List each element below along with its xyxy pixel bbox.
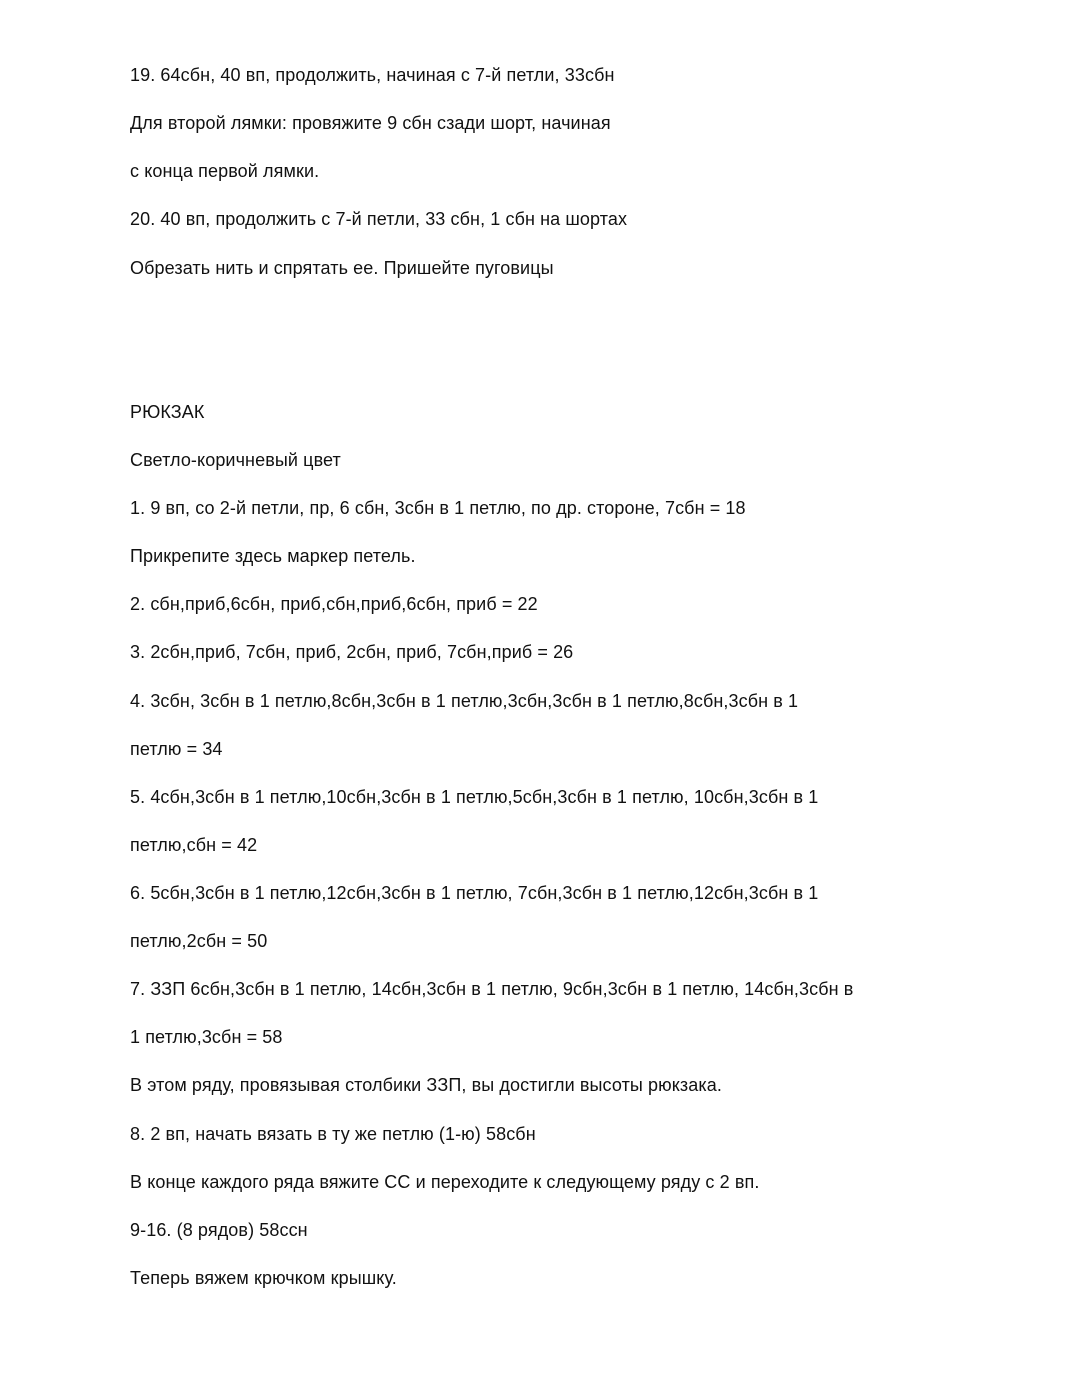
text-line-row-7: 7. ЗЗП 6сбн,3сбн в 1 петлю, 14сбн,3сбн в 1 петлю, 9сбн,3сбн в 1 петлю, 14сбн,3сбн в	[130, 979, 854, 999]
text-line-row-6: 6. 5сбн,3сбн в 1 петлю,12сбн,3сбн в 1 петлю, 7сбн,3сбн в 1 петлю,12сбн,3сбн в 1	[130, 883, 819, 903]
text-line-row-1: 1. 9 вп, со 2-й петли, пр, 6 сбн, 3сбн в 1 петлю, по др. стороне, 7сбн = 18	[130, 498, 746, 518]
text-line-row-5-cont: петлю,сбн = 42	[130, 835, 258, 855]
text-line-second-strap-end: с конца первой лямки.	[130, 161, 320, 181]
text-line-rows-9-16: 9-16. (8 рядов) 58ссн	[130, 1220, 308, 1240]
text-line-row-3: 3. 2сбн,приб, 7сбн, приб, 2сбн, приб, 7сбн,приб = 26	[130, 642, 574, 662]
text-line-row-6-cont: петлю,2сбн = 50	[130, 931, 268, 951]
text-line-row-5: 5. 4сбн,3сбн в 1 петлю,10сбн,3сбн в 1 петлю,5сбн,3сбн в 1 петлю, 10сбн,3сбн в 1	[130, 787, 819, 807]
text-line-row-4-cont: петлю = 34	[130, 739, 223, 759]
text-line-row-20: 20. 40 вп, продолжить с 7-й петли, 33 сбн, 1 сбн на шортах	[130, 209, 628, 229]
text-line-row-19: 19. 64сбн, 40 вп, продолжить, начиная с 7-й петли, 33сбн	[130, 65, 615, 85]
text-line-lid: Теперь вяжем крючком крышку.	[130, 1268, 397, 1288]
text-line-row-2: 2. сбн,приб,6сбн, приб,сбн,приб,6сбн, приб = 22	[130, 594, 538, 614]
text-line-second-strap: Для второй лямки: провяжите 9 сбн сзади шорт, начиная	[130, 113, 611, 133]
text-line-finish: Обрезать нить и спрятать ее. Пришейте пуговицы	[130, 258, 554, 278]
text-line-row-8: 8. 2 вп, начать вязать в ту же петлю (1-ю) 58сбн	[130, 1124, 536, 1144]
text-line-marker: Прикрепите здесь маркер петель.	[130, 546, 416, 566]
text-line-color: Светло-коричневый цвет	[130, 450, 341, 470]
section-heading: РЮКЗАК	[130, 402, 205, 422]
text-line-height-note: В этом ряду, провязывая столбики ЗЗП, вы достигли высоты рюкзака.	[130, 1075, 722, 1095]
text-line-row-end-note: В конце каждого ряда вяжите СС и переходите к следующему ряду с 2 вп.	[130, 1172, 760, 1192]
text-line-row-7-cont: 1 петлю,3сбн = 58	[130, 1027, 283, 1047]
text-line-row-4: 4. 3сбн, 3сбн в 1 петлю,8сбн,3сбн в 1 петлю,3сбн,3сбн в 1 петлю,8сбн,3сбн в 1	[130, 691, 799, 711]
